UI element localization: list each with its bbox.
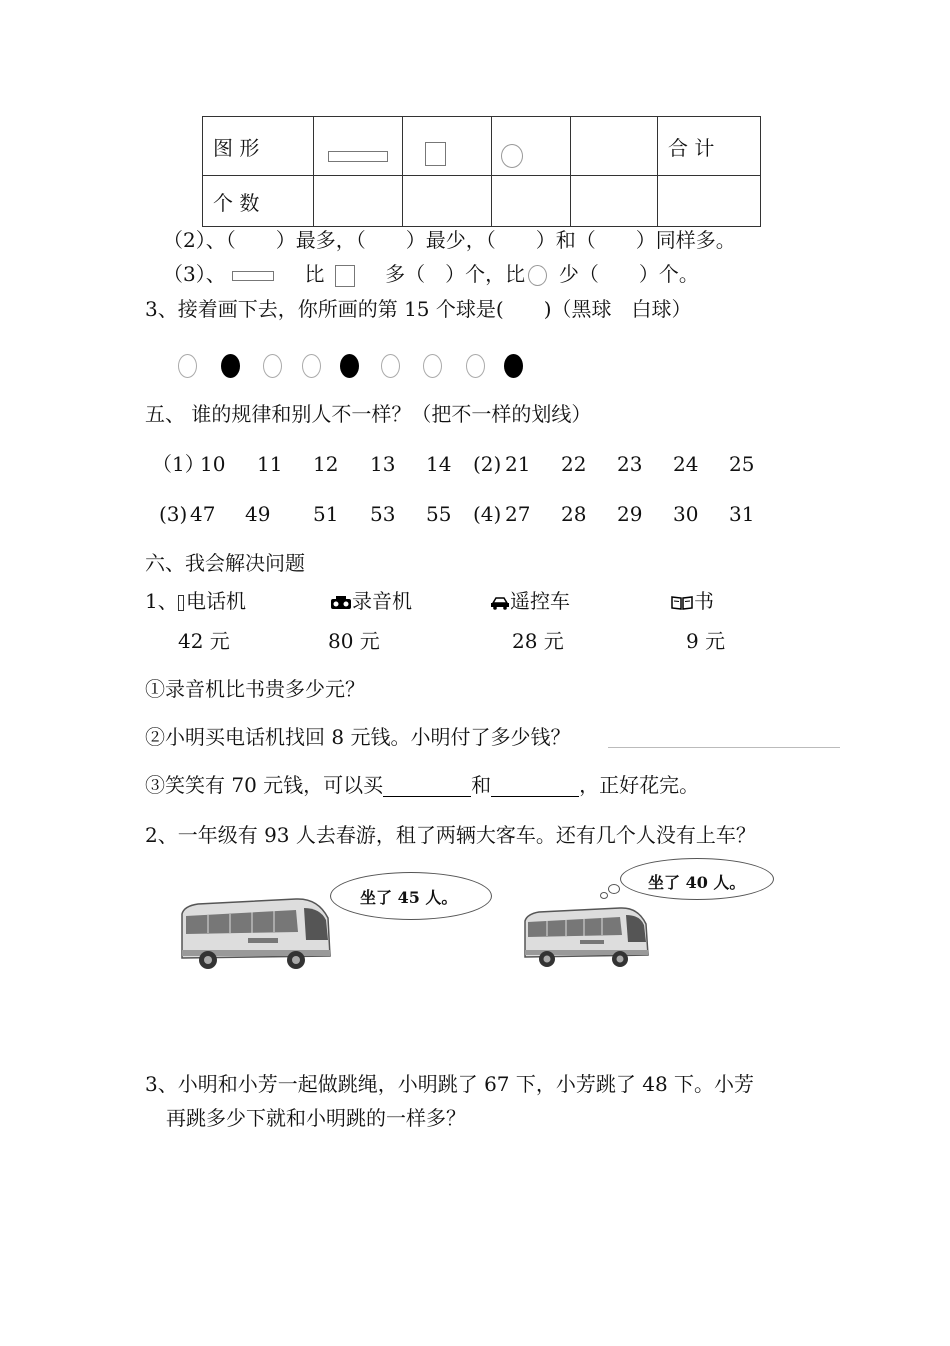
black-ball-icon — [340, 354, 359, 378]
item-recorder — [330, 589, 412, 613]
table-row-label: 图 形 — [203, 117, 314, 176]
seq-number[interactable]: 14 — [426, 452, 452, 476]
item-price: 80 元 — [328, 629, 380, 653]
white-ball-icon — [263, 354, 282, 378]
seq-number[interactable]: 49 — [245, 502, 271, 526]
white-ball-icon — [302, 354, 321, 378]
table-row — [203, 176, 761, 227]
recorder-icon — [330, 596, 352, 610]
item-price: 9 元 — [686, 629, 726, 653]
q3-shao: 少（ ）个。 — [558, 262, 699, 286]
item-name: 电话机 — [186, 589, 246, 613]
seq1-label: （1） — [152, 452, 205, 476]
item-name: 书 — [694, 589, 714, 613]
white-ball-icon — [381, 354, 400, 378]
sub3-mid: 和 — [471, 773, 492, 797]
seq-number[interactable]: 11 — [257, 452, 283, 476]
white-ball-icon — [466, 354, 485, 378]
bubble-text: 坐了 40 人。 — [648, 873, 746, 892]
bus-icon — [178, 896, 333, 972]
section-5-title: 五、 谁的规律和别人不一样？（把不一样的划线） — [145, 402, 592, 426]
sub-question-2: ②小明买电话机找回 8 元钱。小明付了多少钱？ — [145, 725, 571, 749]
telephone-icon — [178, 595, 184, 611]
circle-icon — [501, 144, 523, 168]
rectangle-cell — [314, 117, 403, 176]
square-icon — [335, 265, 355, 287]
square-cell — [403, 117, 492, 176]
seq-number[interactable]: 51 — [313, 502, 339, 526]
sub3-suffix: ，正好花完。 — [579, 773, 700, 797]
black-ball-icon — [504, 354, 523, 378]
q3-bi: 比 — [304, 262, 325, 286]
seq-number[interactable]: 25 — [729, 452, 755, 476]
question-3-text-line-2: 再跳多少下就和小明跳的一样多？ — [166, 1106, 466, 1130]
seq2-label: (2) — [473, 452, 502, 476]
seq4-label: (4) — [473, 502, 502, 526]
total-label: 合 计 — [658, 117, 761, 176]
answer-cell[interactable] — [571, 176, 658, 227]
seq3-label: (3) — [159, 502, 188, 526]
table-row-label: 个 数 — [203, 176, 314, 227]
answer-line[interactable] — [608, 747, 840, 748]
bubble-tail — [600, 892, 608, 899]
section-6-title: 六、我会解决问题 — [145, 551, 305, 575]
seq-number[interactable]: 13 — [370, 452, 396, 476]
item-car — [490, 589, 570, 613]
sub3-prefix: ③笑笑有 70 元钱，可以买 — [145, 773, 384, 797]
sub-question-3 — [145, 773, 699, 797]
balls-question: 3、接着画下去，你所画的第 15 个球是( )（黑球 白球） — [145, 297, 692, 321]
seq-number[interactable]: 23 — [617, 452, 643, 476]
blank-line[interactable] — [383, 776, 471, 797]
question-2-text: 2、一年级有 93 人去春游，租了两辆大客车。还有几个人没有上车？ — [145, 823, 756, 847]
q1-prefix: 1、 — [145, 589, 178, 613]
seq-number[interactable]: 55 — [426, 502, 452, 526]
bubble-text: 坐了 45 人。 — [360, 888, 458, 907]
answer-cell[interactable] — [403, 176, 492, 227]
rectangle-icon — [328, 151, 388, 162]
question-3-line — [163, 262, 699, 287]
seq-number[interactable]: 47 — [190, 502, 216, 526]
question-2-line: （2）、（ ）最多，（ ）最少，（ ）和（ ）同样多。 — [163, 228, 736, 252]
sub-question-1: ①录音机比书贵多少元？ — [145, 677, 365, 701]
table-row — [203, 117, 761, 176]
bus-icon — [522, 905, 650, 969]
seq-number[interactable]: 21 — [505, 452, 531, 476]
car-icon — [490, 596, 510, 610]
white-ball-icon — [423, 354, 442, 378]
item-name: 遥控车 — [510, 589, 570, 613]
seq-number[interactable]: 53 — [370, 502, 396, 526]
seq-number[interactable]: 12 — [313, 452, 339, 476]
item-name: 录音机 — [352, 589, 412, 613]
seq-number[interactable]: 29 — [617, 502, 643, 526]
rectangle-icon — [232, 271, 274, 281]
answer-cell[interactable] — [492, 176, 571, 227]
answer-cell[interactable] — [658, 176, 761, 227]
black-ball-icon — [221, 354, 240, 378]
question-3-text-line-1: 3、小明和小芳一起做跳绳，小明跳了 67 下，小芳跳了 48 下。小芳 — [145, 1072, 755, 1096]
bubble-tail — [608, 884, 620, 894]
book-icon — [670, 595, 694, 611]
item-price: 28 元 — [512, 629, 564, 653]
answer-cell[interactable] — [314, 176, 403, 227]
seq-number[interactable]: 10 — [200, 452, 226, 476]
seq-number[interactable]: 27 — [505, 502, 531, 526]
seq-number[interactable]: 30 — [673, 502, 699, 526]
seq-number[interactable]: 24 — [673, 452, 699, 476]
empty-cell — [571, 117, 658, 176]
circle-icon — [528, 265, 547, 286]
square-icon — [425, 142, 446, 166]
item-price: 42 元 — [178, 629, 230, 653]
white-ball-icon — [178, 354, 197, 378]
item-telephone — [178, 589, 246, 613]
seq-number[interactable]: 31 — [729, 502, 755, 526]
blank-line[interactable] — [491, 776, 579, 797]
seq-number[interactable]: 22 — [561, 452, 587, 476]
q3-duo: 多（ ）个，比 — [385, 262, 526, 286]
seq-number[interactable]: 28 — [561, 502, 587, 526]
item-book — [670, 589, 714, 613]
shape-count-table — [202, 116, 761, 227]
circle-cell — [492, 117, 571, 176]
q3-prefix: （3）、 — [163, 262, 226, 286]
